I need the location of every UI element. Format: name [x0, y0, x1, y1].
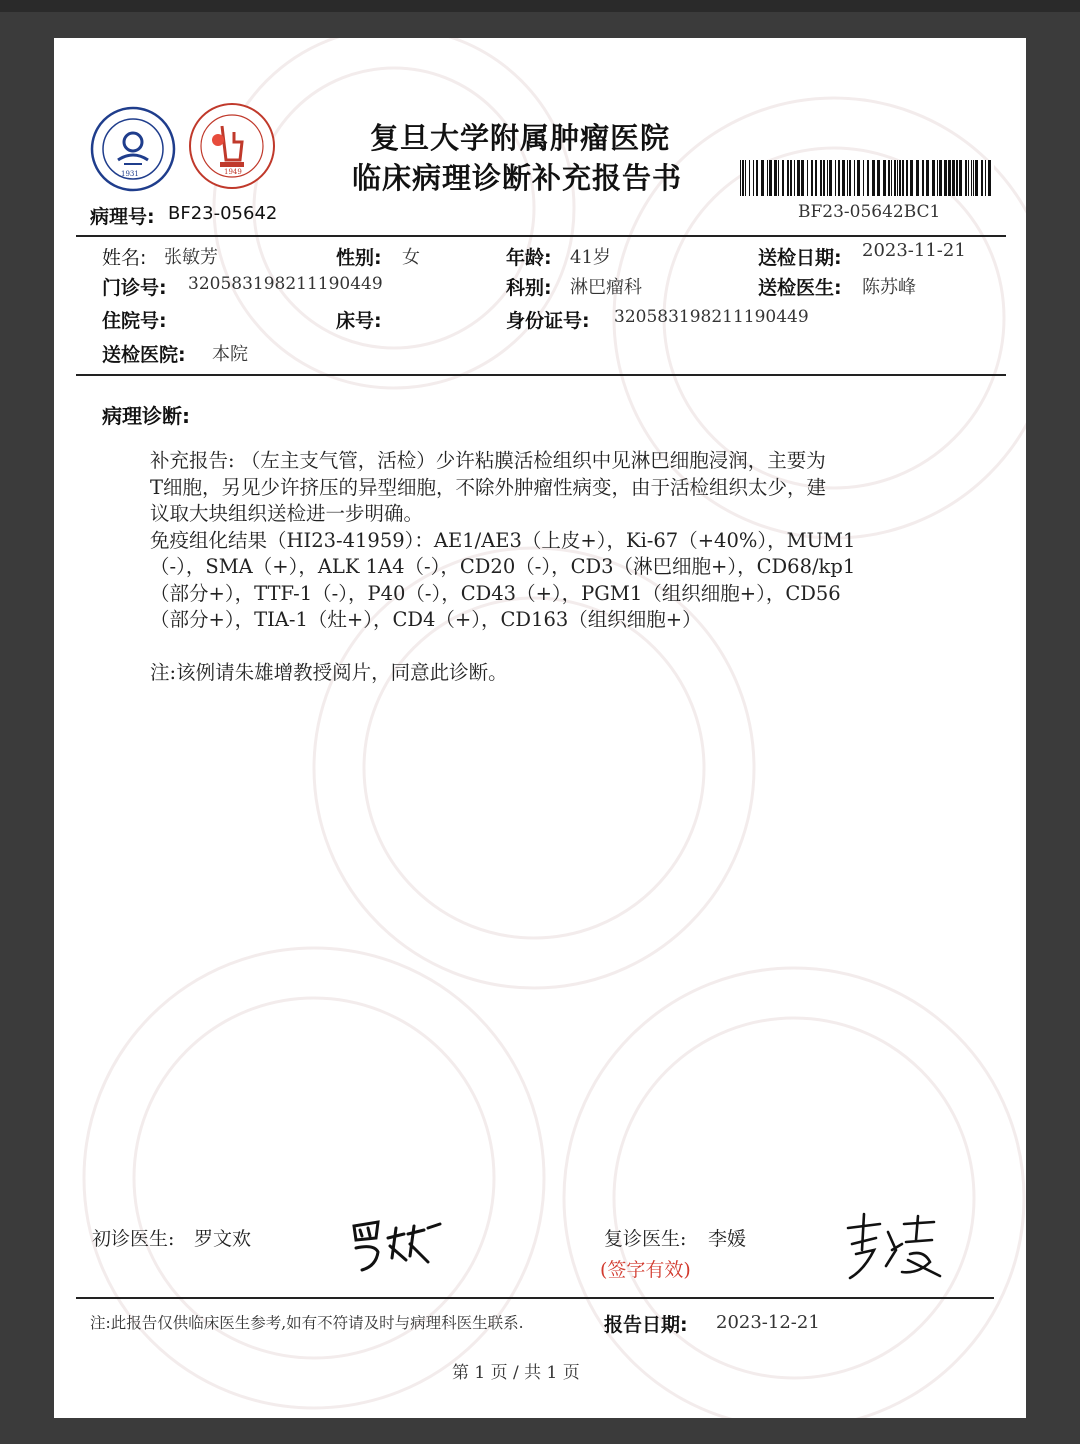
pathology-number-label: 病理号:: [90, 206, 155, 228]
footer-divider: [76, 1297, 994, 1299]
patient-info-divider: [76, 374, 1006, 376]
handwritten-signature-icon: [348, 1208, 448, 1278]
header-divider: [76, 235, 1006, 237]
initial-doctor: 罗文欢: [194, 1228, 252, 1250]
viewer-top-bar: [0, 0, 1080, 12]
bed-label: 床号:: [336, 310, 382, 332]
report-date-label: 报告日期:: [604, 1314, 688, 1336]
pathology-number: BF23-05642: [168, 203, 278, 224]
outpatient-number: 320583198211190449: [188, 274, 383, 294]
barcode-text: BF23-05642BC1: [798, 202, 941, 222]
review-doctor: 李媛: [708, 1228, 747, 1250]
barcode: [740, 160, 994, 196]
patient-gender: 女: [402, 247, 420, 268]
hospital-name: 复旦大学附属肿瘤医院: [370, 121, 671, 155]
submit-date-label: 送检日期:: [758, 247, 842, 269]
pathology-logo-year: 1949: [224, 168, 242, 176]
patient-age: 41岁: [570, 247, 611, 268]
report-page: [54, 38, 1026, 1418]
pathology-logo-icon: [188, 102, 276, 190]
submit-date: 2023-11-21: [862, 240, 966, 261]
pathology-department-logo: [188, 102, 276, 190]
page-info: 第 1 页 / 共 1 页: [452, 1363, 580, 1383]
review-doctor-signature: [844, 1210, 944, 1282]
report-date: 2023-12-21: [716, 1312, 820, 1333]
submitting-hospital-label: 送检医院:: [102, 344, 186, 366]
hospital-logo-year: 1931: [121, 170, 139, 178]
handwritten-signature-icon: [844, 1210, 944, 1282]
patient-name: 张敏芳: [164, 247, 218, 268]
submit-doctor-label: 送检医生:: [758, 277, 842, 299]
outpatient-label: 门诊号:: [102, 277, 167, 299]
initial-doctor-signature: [348, 1208, 448, 1278]
hospital-logo-icon: [90, 106, 176, 192]
inpatient-label: 住院号:: [102, 310, 167, 332]
diagnosis-heading: 病理诊断:: [102, 404, 190, 428]
initial-doctor-label: 初诊医生:: [92, 1228, 175, 1250]
gender-label: 性别:: [336, 247, 382, 269]
name-label: 姓名:: [102, 247, 147, 269]
diagnosis-body: 补充报告: （左主支气管，活检）少许粘膜活检组织中见淋巴细胞浸润，主要为 T细胞，另见少许挤压的异型细胞，不除外肿瘤性病变，由于活检组织太少，建 议取大块组织送检进一步明确。 免疫组化结果（HI23-41959）：AE1/AE3（上皮+），Ki-67（+40%），MUM1 （-），SMA（+），ALK 1A4（-），CD20（-），CD3（淋巴细胞+），CD68/kp1 （部分+），TTF-1（-），P40（-），CD43（+），PGM1（组织细胞+），CD56 （部分+），TIA-1（灶+），CD4（+），CD163（组织细胞+）: [150, 449, 856, 631]
report-title: 临床病理诊断补充报告书: [352, 161, 683, 195]
signature-valid-note: (签字有效): [600, 1259, 691, 1281]
submit-doctor: 陈苏峰: [862, 277, 916, 298]
review-doctor-label: 复诊医生:: [604, 1228, 687, 1250]
submitting-hospital: 本院: [212, 344, 248, 365]
id-number: 320583198211190449: [614, 307, 809, 327]
department: 淋巴瘤科: [570, 277, 642, 298]
disclaimer: 注:此报告仅供临床医生参考,如有不符请及时与病理科医生联系.: [90, 1314, 524, 1332]
hospital-logo: [90, 106, 176, 192]
department-label: 科别:: [506, 277, 552, 299]
age-label: 年龄:: [506, 247, 552, 269]
id-number-label: 身份证号:: [506, 310, 590, 332]
diagnosis-note: 注:该例请朱雄增教授阅片，同意此诊断。: [150, 661, 508, 684]
